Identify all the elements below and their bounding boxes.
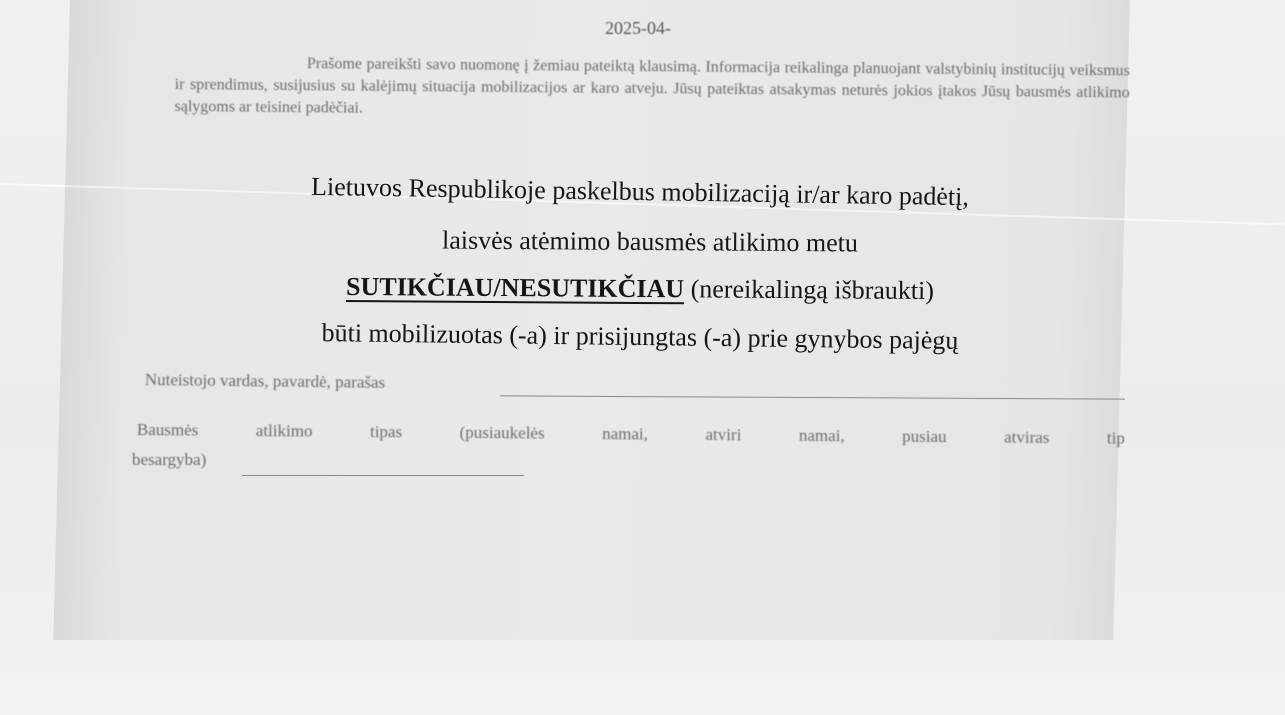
agree-disagree-choice: SUTIKČIAU/NESUTIKČIAU — [345, 271, 685, 304]
form-date: 2025-04- — [605, 18, 671, 38]
signature-label: Nuteistojo vardas, pavardė, parašas — [144, 370, 386, 392]
question-line-3 — [200, 271, 1080, 307]
question-line-1: Lietuvos Respublikoje paskelbus mobilizaciją ir/ar karo padėtį, — [310, 171, 970, 212]
question-line-2: laisvės atėmimo bausmės atlikimo metu — [441, 225, 859, 258]
sentence-type-label-continued: besargyba) — [132, 450, 207, 469]
sentence-type-label: Bausmės atlikimo tipas (pusiaukelės namai, atviri namai, pusiau atviras tip — [136, 420, 1125, 448]
form-intro-paragraph: Prašome pareikšti savo nuomonę į žemiau pateiktą klausimą. Informacija reikalinga planuojant valstybinių institucijų veiksmus ir sprendimus, susijusius su kalėjimų situacija mobilizacijos ar karo atveju. Jūsų pateiktas atsakymas neturės jokios įtakos Jūsų bausmės atlikimo sąlygoms ar teisinei padėčiai. — [174, 55, 1130, 117]
question-line-4: būti mobilizuotas (-a) ir prisijungtas (-a) prie gynybos pajėgų — [321, 318, 959, 355]
sentence-type-line — [242, 475, 524, 476]
choice-note: (nereikalingą išbraukti) — [690, 274, 935, 306]
